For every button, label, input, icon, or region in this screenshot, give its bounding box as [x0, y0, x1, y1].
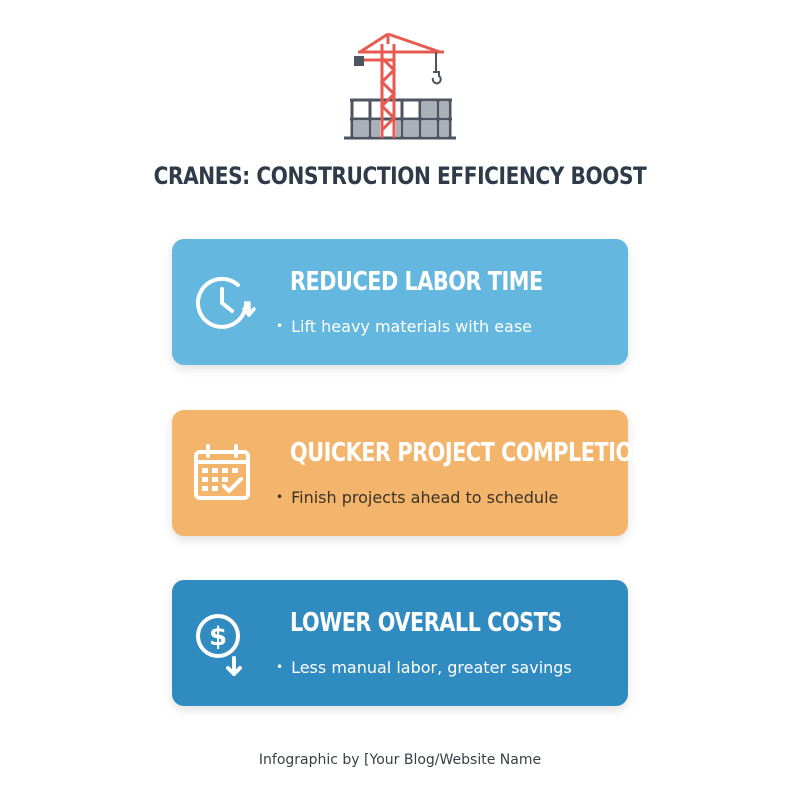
card-heading: LOWER OVERALL COSTS — [290, 608, 562, 638]
calendar-check-icon — [188, 440, 256, 508]
card-bullet: • Less manual labor, greater savings — [276, 658, 572, 677]
card-heading: QUICKER PROJECT COMPLETION — [290, 438, 650, 468]
page-title: CRANES: CONSTRUCTION EFFICIENCY BOOST — [153, 162, 647, 190]
benefit-card-overall-costs — [172, 580, 628, 706]
footer-credit: Infographic by [Your Blog/Website Name — [258, 752, 542, 768]
dollar-down-icon — [188, 610, 256, 678]
card-bullet: • Finish projects ahead to schedule — [276, 488, 559, 507]
svg-text:$: $ — [208, 622, 228, 652]
benefit-card-project-completion — [172, 410, 650, 536]
card-heading: REDUCED LABOR TIME — [290, 267, 543, 297]
construction-crane-icon — [340, 30, 460, 142]
card-bullet: • Lift heavy materials with ease — [276, 317, 533, 336]
clock-icon — [188, 269, 256, 337]
benefit-card-labor-time — [172, 239, 628, 365]
